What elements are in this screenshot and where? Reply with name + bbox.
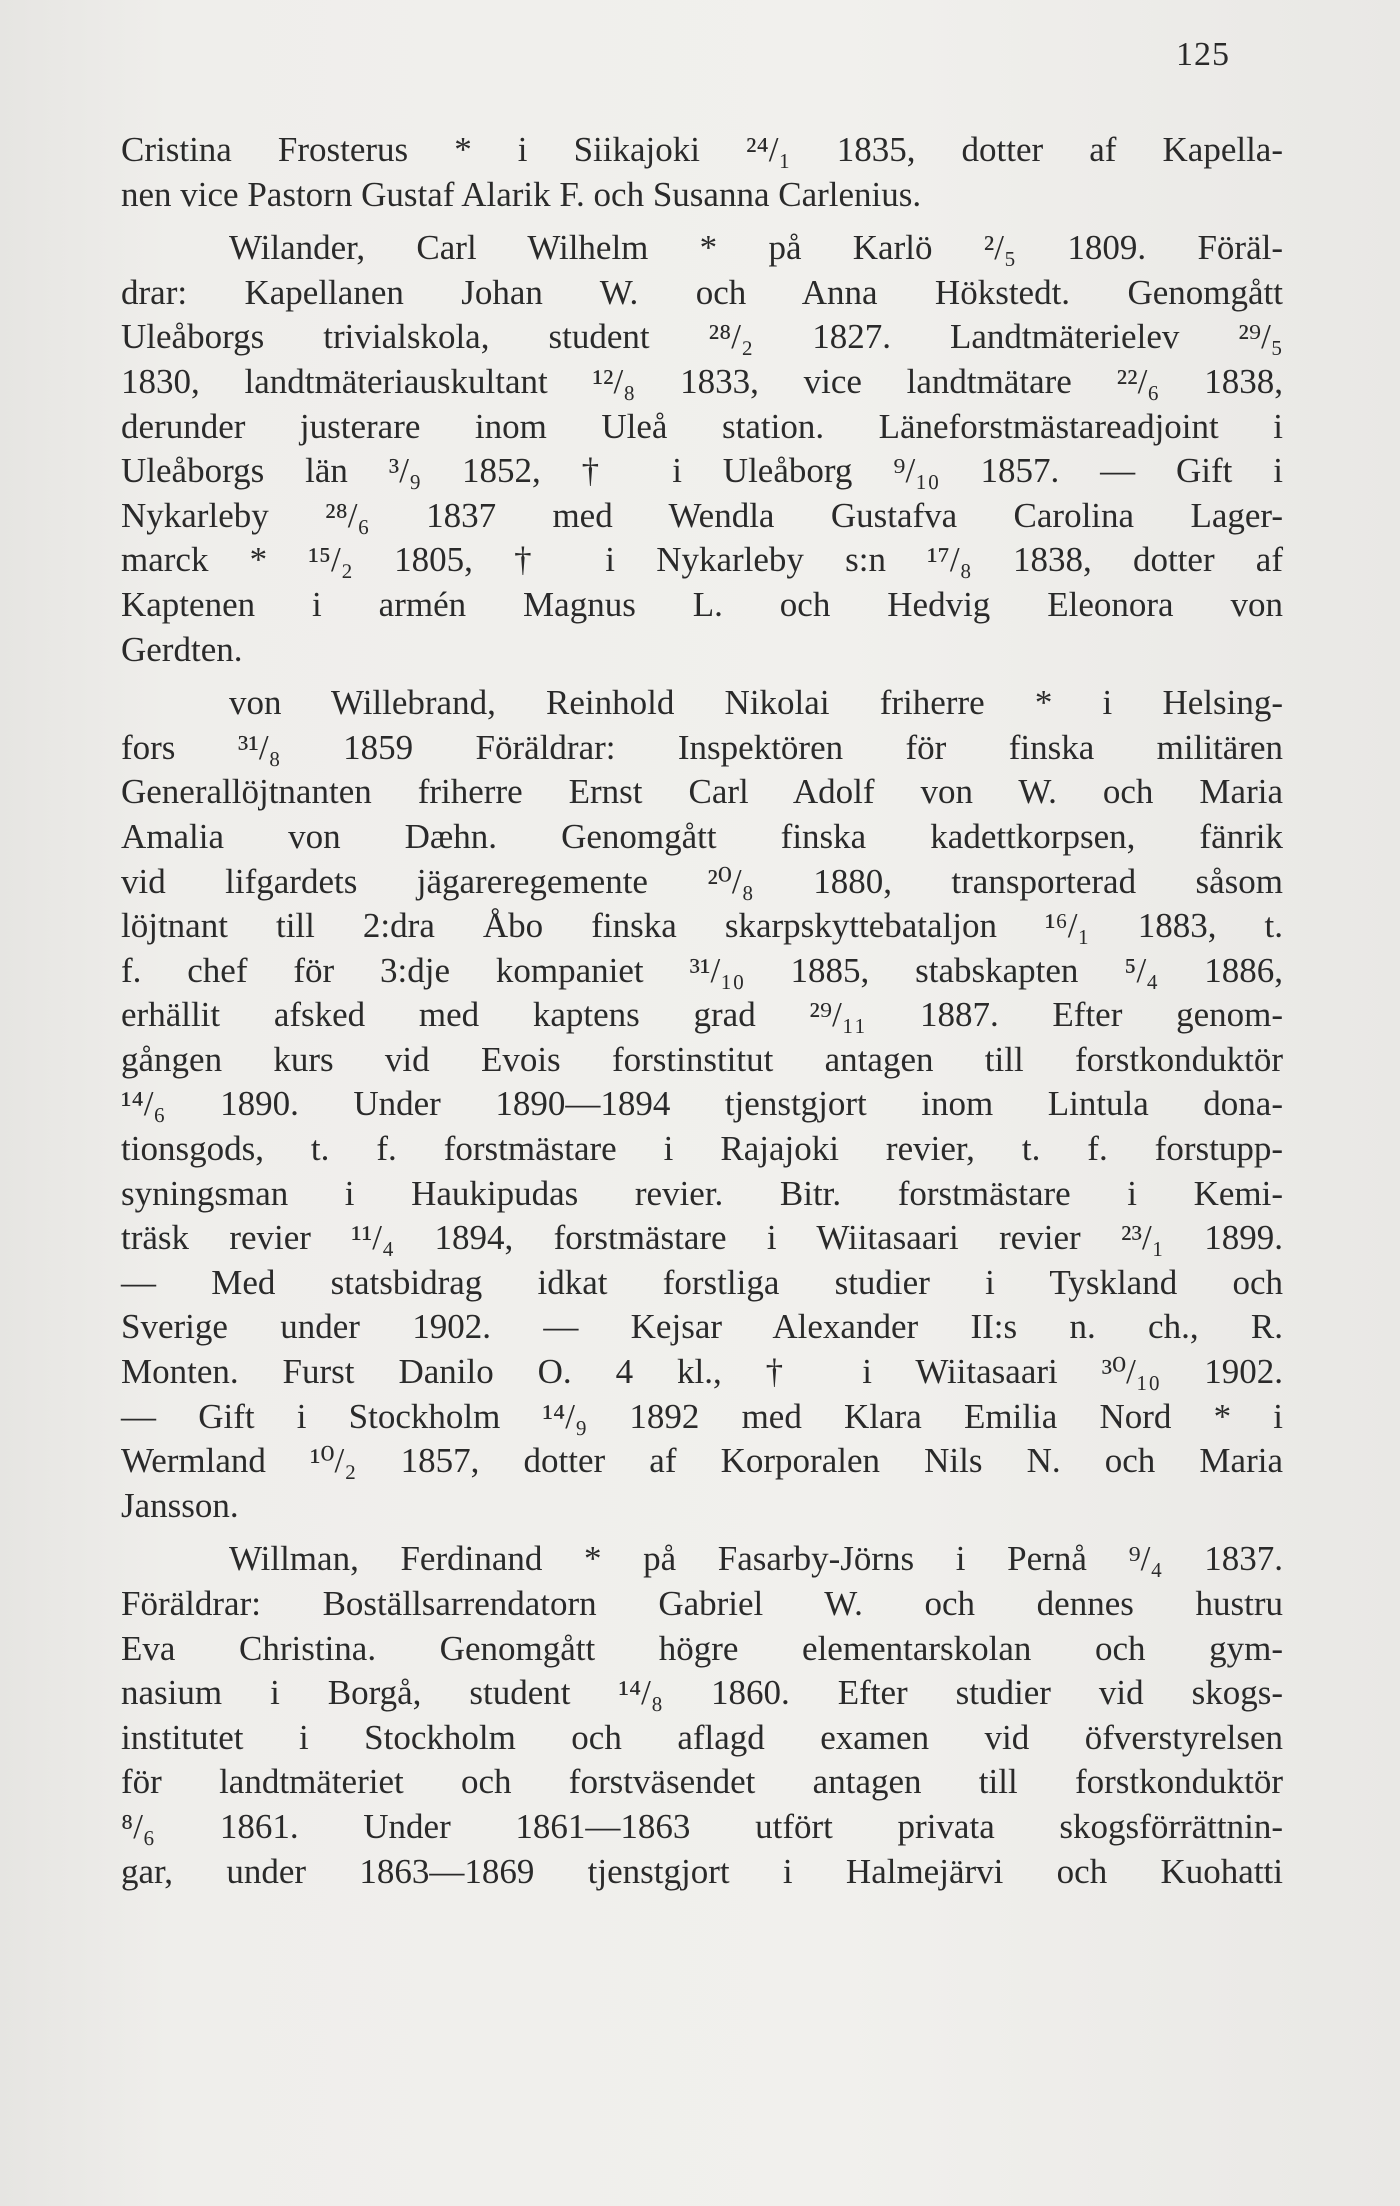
text-line: 1830, landtmäteriauskultant ¹²/₈ 1833, vice landtmätare ²²/₆ 1838, xyxy=(121,361,1283,401)
text-line: Gerdten. xyxy=(121,629,243,669)
text-line: Nykarleby ²⁸/₆ 1837 med Wendla Gustafva Carolina Lager- xyxy=(121,495,1283,535)
biography-entry-frosterus xyxy=(121,128,1283,217)
biography-entry-wilander xyxy=(121,226,1283,672)
text-line: gar, under 1863—1869 tjenstgjort i Halmejärvi och Kuohatti xyxy=(121,1851,1283,1891)
text-line: träsk revier ¹¹/₄ 1894, forstmästare i Wiitasaari revier ²³/₁ 1899. xyxy=(121,1218,1283,1258)
entry-spacer xyxy=(121,217,1283,226)
text-line: vid lifgardets jägareregemente ²⁰/₈ 1880, transporterad såsom xyxy=(121,861,1283,901)
text-line: ¹⁴/₆ 1890. Under 1890—1894 tjenstgjort inom Lintula dona- xyxy=(121,1084,1283,1124)
text-line: Wilander, Carl Wilhelm * på Karlö ²/₅ 1809. Föräl- xyxy=(229,228,1283,268)
text-line: Kaptenen i armén Magnus L. och Hedvig Eleonora von xyxy=(121,584,1283,624)
text-line: marck * ¹⁵/₂ 1805, † i Nykarleby s:n ¹⁷/₈ 1838, dotter af xyxy=(121,540,1283,580)
text-line: nasium i Borgå, student ¹⁴/₈ 1860. Efter studier vid skogs- xyxy=(121,1673,1283,1713)
text-line: nen vice Pastorn Gustaf Alarik F. och Susanna Carlenius. xyxy=(121,174,922,214)
biography-entry-willebrand xyxy=(121,681,1283,1528)
text-line: syningsman i Haukipudas revier. Bitr. forstmästare i Kemi- xyxy=(121,1173,1283,1213)
text-line: fors ³¹/₈ 1859 Föräldrar: Inspektören för finska militären xyxy=(121,727,1283,767)
text-line: löjtnant till 2:dra Åbo finska skarpskyttebataljon ¹⁶/₁ 1883, t. xyxy=(121,906,1283,946)
entry-spacer xyxy=(121,1528,1283,1537)
text-column xyxy=(121,128,1283,1894)
text-line: von Willebrand, Reinhold Nikolai friherre * i Helsing- xyxy=(229,683,1283,723)
text-line: tionsgods, t. f. forstmästare i Rajajoki revier, t. f. forstupp- xyxy=(121,1129,1283,1169)
text-line: Uleåborgs län ³/₉ 1852, † i Uleåborg ⁹/₁₀ 1857. — Gift i xyxy=(121,451,1283,491)
page-number: 125 xyxy=(1176,36,1230,73)
text-line: Jansson. xyxy=(121,1485,239,1525)
text-line: Wermland ¹⁰/₂ 1857, dotter af Korporalen Nils N. och Maria xyxy=(121,1441,1283,1481)
text-line: Willman, Ferdinand * på Fasarby-Jörns i Pernå ⁹/₄ 1837. xyxy=(229,1539,1283,1579)
text-line: Eva Christina. Genomgått högre elementarskolan och gym- xyxy=(121,1628,1283,1668)
text-line: institutet i Stockholm och aflagd examen vid öfverstyrelsen xyxy=(121,1717,1283,1757)
text-line: — Med statsbidrag idkat forstliga studier i Tyskland och xyxy=(121,1262,1283,1302)
text-line: derunder justerare inom Uleå station. Läneforstmästareadjoint i xyxy=(121,406,1283,446)
text-line: Generallöjtnanten friherre Ernst Carl Adolf von W. och Maria xyxy=(121,772,1283,812)
text-line: erhällit afsked med kaptens grad ²⁹/₁₁ 1887. Efter genom- xyxy=(121,995,1283,1035)
entry-spacer xyxy=(121,672,1283,681)
text-line: — Gift i Stockholm ¹⁴/₉ 1892 med Klara Emilia Nord * i xyxy=(121,1396,1283,1436)
text-line: för landtmäteriet och forstväsendet antagen till forstkonduktör xyxy=(121,1762,1283,1802)
text-line: Sverige under 1902. — Kejsar Alexander II:s n. ch., R. xyxy=(121,1307,1283,1347)
text-line: drar: Kapellanen Johan W. och Anna Hökstedt. Genomgått xyxy=(121,272,1283,312)
biography-entry-willman xyxy=(121,1537,1283,1894)
text-line: Föräldrar: Boställsarrendatorn Gabriel W. och dennes hustru xyxy=(121,1584,1283,1623)
text-line: Cristina Frosterus * i Siikajoki ²⁴/₁ 1835, dotter af Kapella- xyxy=(121,130,1283,169)
text-line: Uleåborgs trivialskola, student ²⁸/₂ 1827. Landtmäterielev ²⁹/₅ xyxy=(121,317,1283,357)
text-line: gången kurs vid Evois forstinstitut antagen till forstkonduktör xyxy=(121,1039,1283,1079)
text-line: Amalia von Dæhn. Genomgått finska kadettkorpsen, fänrik xyxy=(121,816,1283,856)
text-line: ⁸/₆ 1861. Under 1861—1863 utfört privata skogsförrättnin- xyxy=(121,1806,1283,1846)
text-line: Monten. Furst Danilo O. 4 kl., † i Wiitasaari ³⁰/₁₀ 1902. xyxy=(121,1352,1283,1392)
text-line: f. chef för 3:dje kompaniet ³¹/₁₀ 1885, stabskapten ⁵/₄ 1886, xyxy=(121,950,1283,990)
